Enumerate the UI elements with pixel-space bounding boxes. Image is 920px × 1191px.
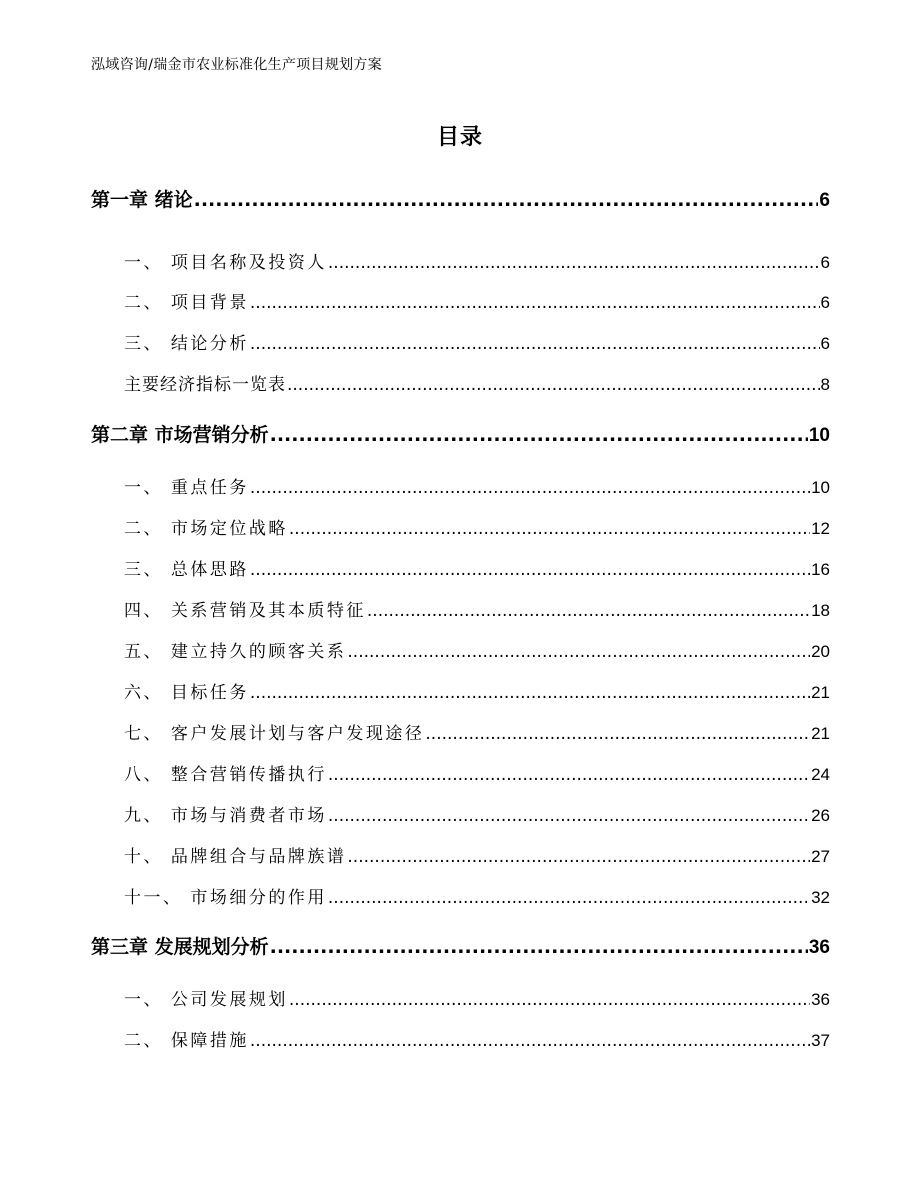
toc-dot-leader [347,642,810,662]
toc-dot-leader [270,424,808,446]
toc-chapter-1[interactable] [91,185,830,212]
toc-section[interactable] [124,883,830,908]
toc-entry-label: 七、 客户发展计划与客户发现途径 [124,724,425,744]
toc-dot-leader [250,560,810,580]
toc-entry-label: 六、 目标任务 [124,683,249,703]
toc-section[interactable] [124,1026,830,1051]
toc-section[interactable] [124,248,830,273]
running-header: 泓域咨询/瑞金市农业标准化生产项目规划方案 [91,57,383,73]
toc-section[interactable] [124,985,830,1010]
toc-dot-leader [270,936,808,958]
toc-entry-label: 第二章 市场营销分析 [91,424,269,446]
toc-section[interactable] [124,719,830,744]
toc-section[interactable] [124,514,830,539]
toc-dot-leader [347,847,810,867]
toc-page-number: 36 [811,990,830,1009]
toc-section[interactable] [124,842,830,867]
toc-page-number: 21 [811,724,830,743]
toc-entry-label: 一、 项目名称及投资人 [124,253,327,273]
toc-dot-leader [328,253,820,273]
toc-section[interactable] [124,329,830,354]
toc-page-number: 10 [808,425,830,446]
toc-page-number: 21 [811,683,830,702]
toc-page-number: 20 [811,642,830,661]
toc-entry-label: 第三章 发展规划分析 [91,936,269,958]
toc-section[interactable] [124,555,830,580]
toc-chapter-3[interactable] [91,932,830,959]
toc-entry-label: 一、 重点任务 [124,478,249,498]
toc-section[interactable] [124,370,830,395]
toc-chapter-2[interactable] [91,420,830,447]
toc-entry-label: 八、 整合营销传播执行 [124,765,327,785]
toc-page-number: 36 [808,937,830,958]
toc-page-number: 6 [820,293,830,312]
toc-entry-label: 二、 市场定位战略 [124,519,288,539]
toc-dot-leader [328,888,810,908]
toc-dot-leader [250,1031,810,1051]
toc-dot-leader [287,375,820,395]
toc-entry-label: 九、 市场与消费者市场 [124,806,327,826]
toc-page-number: 6 [819,190,830,211]
toc-section[interactable] [124,760,830,785]
toc-page-number: 12 [811,519,830,538]
toc-entry-label: 十、 品牌组合与品牌族谱 [124,847,347,867]
toc-page-number: 32 [811,888,830,907]
toc-page-number: 26 [811,806,830,825]
toc-dot-leader [425,724,810,744]
toc-entry-label: 五、 建立持久的顾客关系 [124,642,347,662]
toc-entry-label: 十一、 市场细分的作用 [124,888,327,908]
toc-entry-label: 一、 公司发展规划 [124,990,288,1010]
toc-dot-leader [328,806,810,826]
toc-entry-label: 主要经济指标一览表 [124,375,286,395]
toc-entry-label: 二、 保障措施 [124,1031,249,1051]
toc-page-number: 8 [820,375,830,394]
toc-section[interactable] [124,596,830,621]
toc-page-number: 10 [811,478,830,497]
toc-dot-leader [367,601,810,621]
toc-section[interactable] [124,801,830,826]
toc-page-number: 6 [820,253,830,272]
toc-title: 目录 [436,125,483,150]
toc-dot-leader [250,478,810,498]
toc-entry-label: 二、 项目背景 [124,293,249,313]
toc-section[interactable] [124,288,830,313]
toc-page-number: 24 [811,765,830,784]
toc-section[interactable] [124,473,830,498]
toc-section[interactable] [124,637,830,662]
toc-entry-label: 三、 总体思路 [124,560,249,580]
toc-page-number: 37 [811,1031,830,1050]
toc-dot-leader [289,990,810,1010]
toc-dot-leader [194,189,819,211]
toc-page-number: 18 [811,601,830,620]
header-divider [91,79,829,80]
toc-section[interactable] [124,678,830,703]
toc-entry-label: 第一章 绪论 [91,189,193,211]
toc-dot-leader [328,765,810,785]
toc-entry-label: 四、 关系营销及其本质特征 [124,601,366,621]
toc-page-number: 6 [820,334,830,353]
toc-dot-leader [250,683,810,703]
toc-entry-label: 三、 结论分析 [124,334,249,354]
toc-dot-leader [289,519,810,539]
toc-dot-leader [250,334,820,354]
toc-dot-leader [250,293,820,313]
toc-page-number: 16 [811,560,830,579]
toc-page-number: 27 [811,847,830,866]
